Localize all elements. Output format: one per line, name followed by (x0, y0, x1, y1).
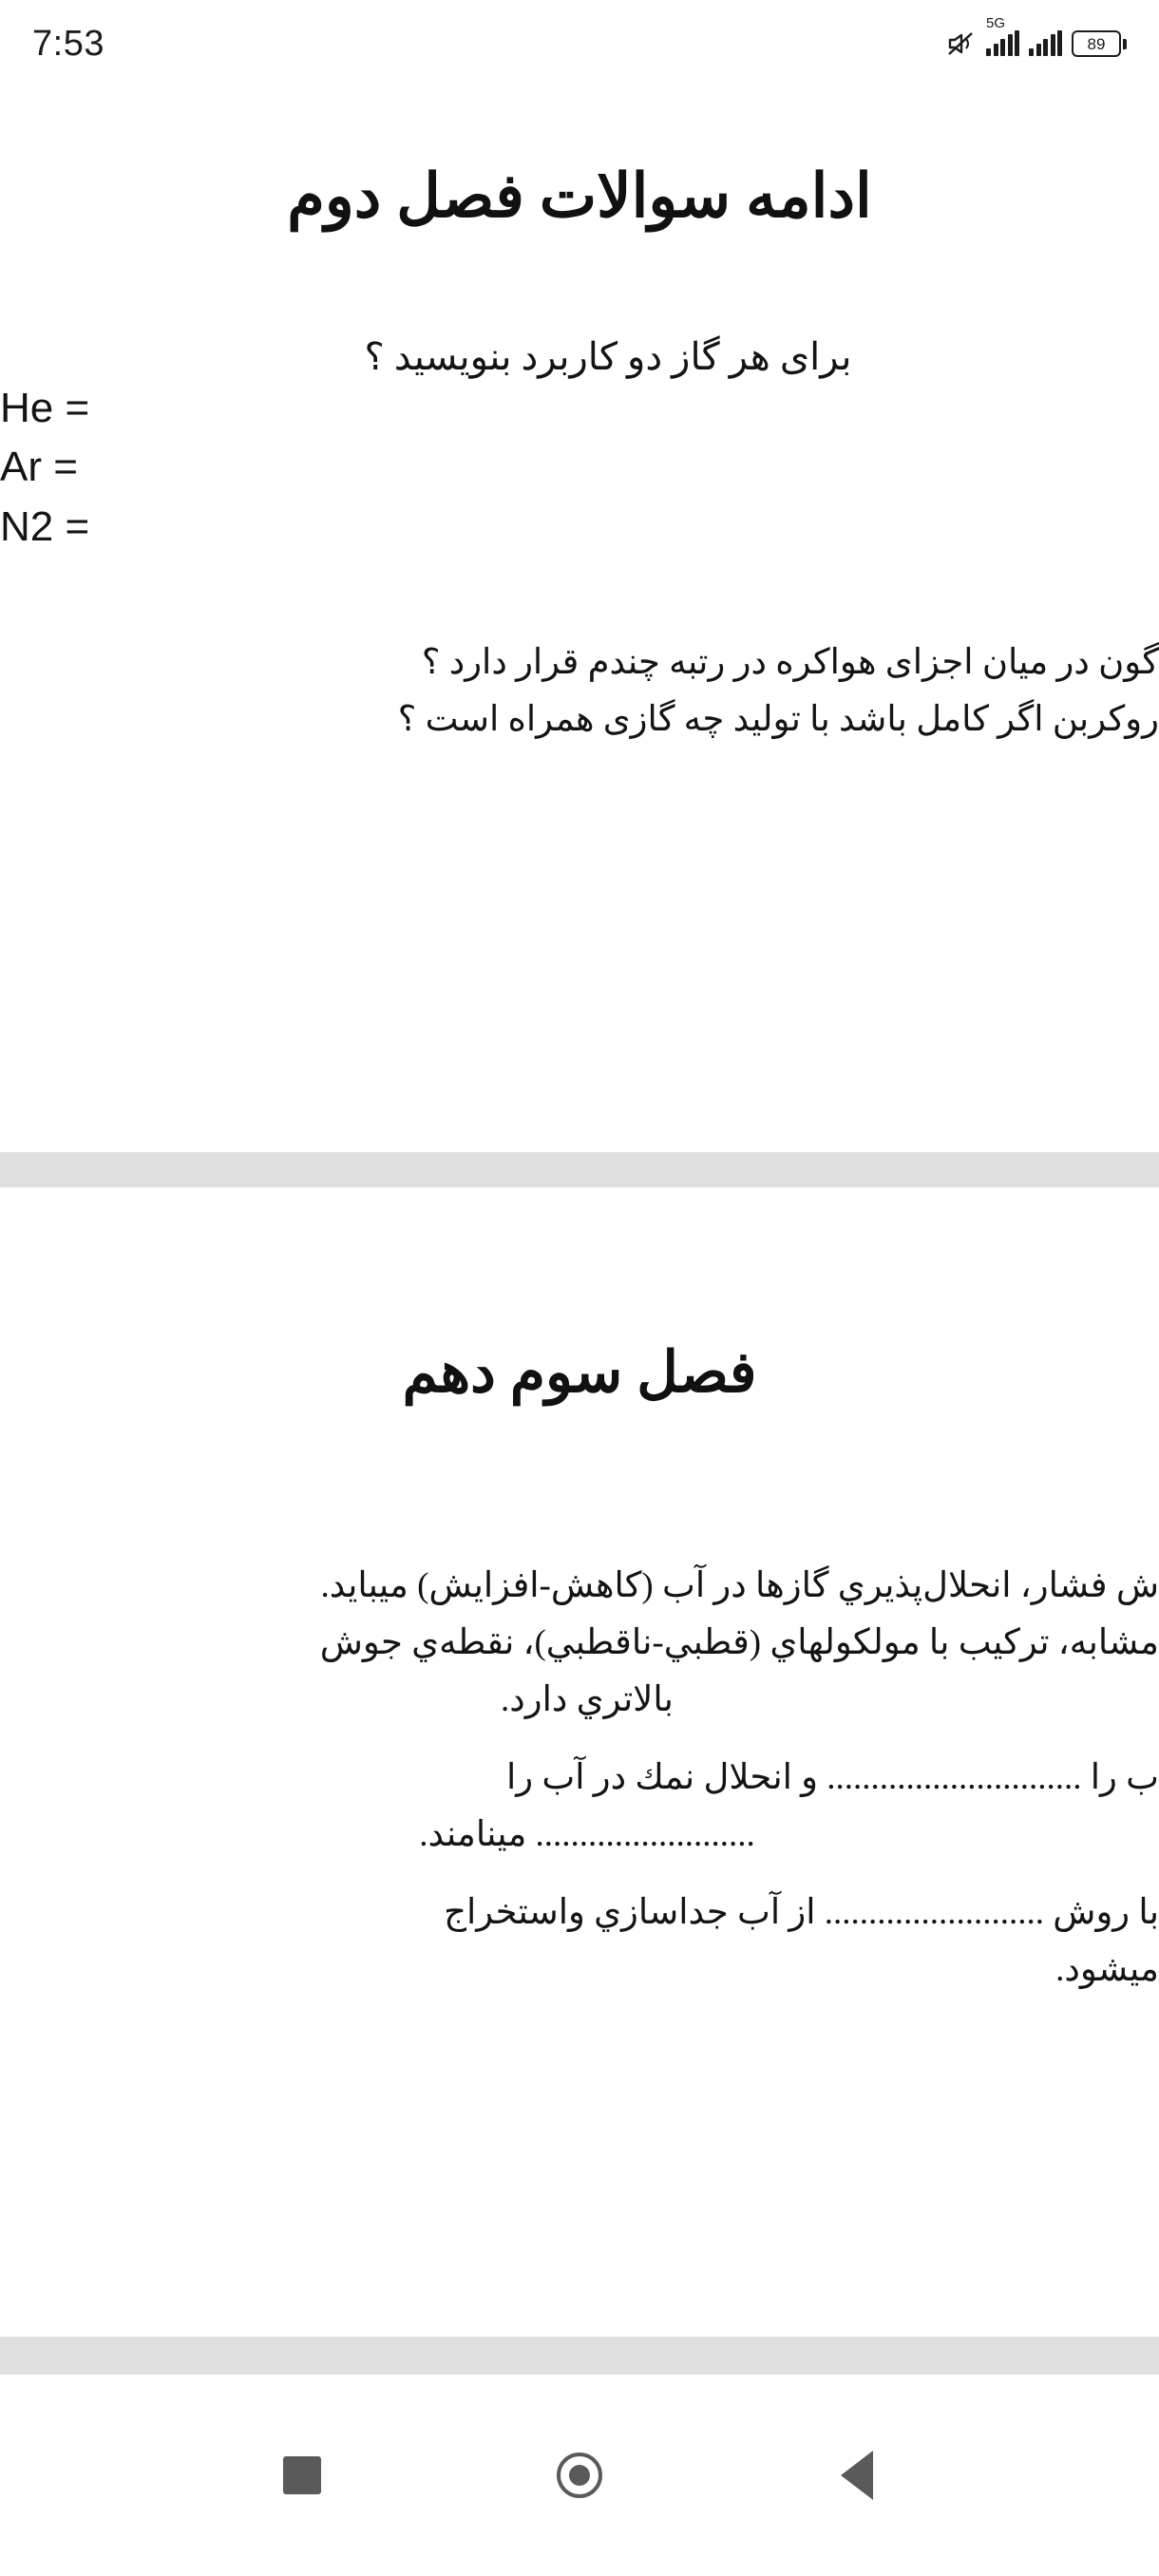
status-icons (944, 15, 1127, 60)
chapter3-line-1: ش فشار، انحلال‌پذيري گازها در آب (کاهش-افزایش) میباید. (320, 1566, 1159, 1605)
document-page-1[interactable] (0, 87, 1159, 1152)
recents-button[interactable] (273, 2446, 332, 2505)
triangle-left-icon (841, 2451, 873, 2500)
battery-percent-label: 89 (1087, 34, 1106, 53)
chapter3-line-6: با روش ......................... از آب جداسازي واستخراج (444, 1892, 1159, 1932)
overflow-question-1: گون در میان اجزای هواکره در رتبه چندم قرار دارد ؟ (421, 643, 1159, 683)
chapter3-line-5: ......................... مينامند. (419, 1814, 755, 1854)
circle-icon (557, 2453, 602, 2498)
status-bar (0, 0, 1159, 87)
answer-blank-ar: Ar = (0, 444, 78, 491)
signal-strength-bars-secondary (1029, 31, 1062, 56)
network-type-label: 5G (986, 15, 1006, 31)
document-page-2[interactable] (0, 1187, 1159, 2337)
chapter3-line-4: ب را ............................. و انحلال نمك در آب را (506, 1757, 1159, 1797)
chapter3-line-2: مشابه، ترکیب با مولکولهاي (قطبي-ناقطبي)، نقطه‌ي جوش (319, 1622, 1159, 1662)
answer-blank-n2: N2 = (0, 502, 90, 550)
system-navigation-bar (0, 2375, 1159, 2576)
page-separator-2 (0, 2337, 1159, 2375)
page-1-body (0, 232, 1159, 748)
home-button[interactable] (550, 2446, 609, 2505)
signal-strength-bars (986, 31, 1019, 56)
page-title-2: فصل سوم دهم (402, 1341, 757, 1404)
square-icon (283, 2456, 321, 2494)
overflow-question-2: روکربن اگر کامل باشد با تولید چه گازی همراه است ؟ (397, 700, 1159, 740)
page-separator-1 (0, 1152, 1159, 1187)
battery-cap (1123, 39, 1127, 49)
battery-body (1072, 30, 1121, 57)
battery-icon (1072, 30, 1127, 57)
signal-bars-icon (986, 15, 1019, 56)
answer-blank-he: He = (0, 385, 90, 431)
page-2-body (0, 1406, 1159, 1998)
chapter3-line-7: میشود. (1055, 1949, 1159, 1989)
chapter3-line-3: بالاتري دارد. (501, 1679, 674, 1719)
overflow-question-group (0, 557, 1159, 748)
page-title: ادامه سوالات فصل دوم (287, 162, 872, 230)
status-clock: 7:53 (32, 23, 104, 64)
signal-bars-secondary-icon (1029, 31, 1062, 56)
back-button[interactable] (827, 2446, 886, 2505)
mute-icon (944, 28, 977, 60)
question-lead: برای هر گاز دو کاربرد بنویسید ؟ (364, 335, 852, 378)
